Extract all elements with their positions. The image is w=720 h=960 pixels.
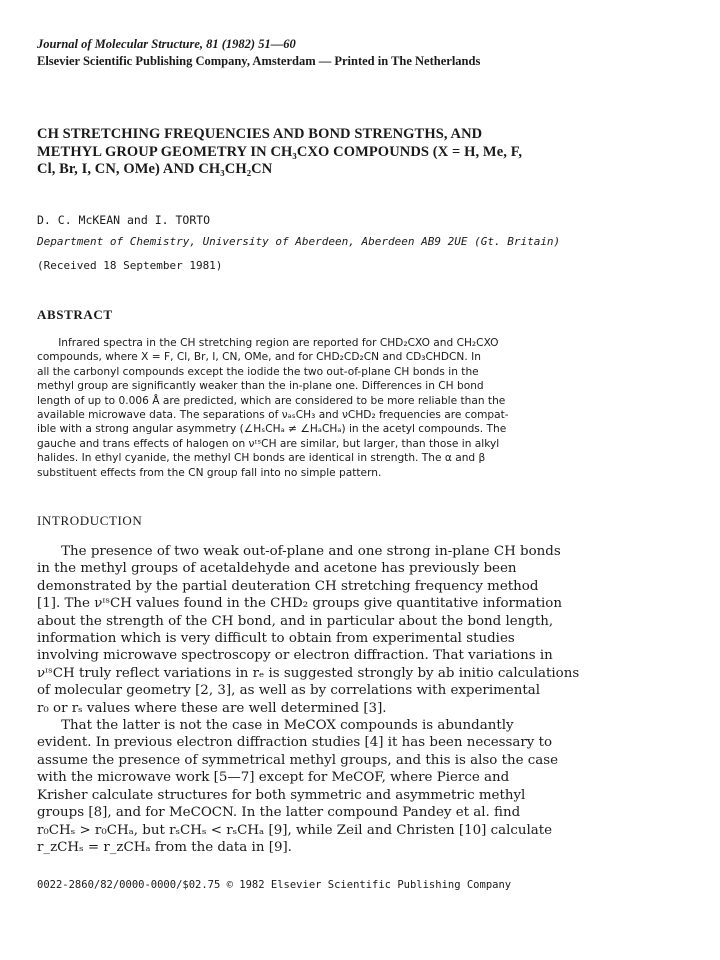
body-line: νᶦˢCH truly reflect variations in rₑ is suggested strongly by ab initio calculations	[37, 665, 580, 681]
body-line: assume the presence of symmetrical methyl groups, and this is also the case	[37, 752, 559, 768]
body-line: with the microwave work [5—7] except for MeCOF, where Pierce and	[37, 770, 510, 786]
received-date: (Received 18 September 1981)	[37, 259, 223, 272]
body-line: information which is very difficult to obtain from experimental studies	[37, 631, 515, 647]
body-line: about the strength of the CH bond, and in particular about the bond length,	[37, 613, 554, 629]
abstract-line: length of up to 0.006 Å are predicted, which are considered to be more reliable than the	[37, 394, 506, 407]
copyright-footer: 0022-2860/82/0000-0000/$02.75 © 1982 Elsevier Scientific Publishing Company	[37, 879, 512, 891]
abstract-line: available microwave data. The separations of νₐₛCH₃ and νCHD₂ frequencies are compat-	[37, 409, 509, 422]
body-line: r_zCHₛ = r_zCHₐ from the data in [9].	[37, 839, 292, 855]
title-line: METHYL GROUP GEOMETRY IN CH₃CXO COMPOUNDS (X = H, Me, F,	[37, 143, 523, 160]
affiliation: Department of Chemistry, University of Aberdeen, Aberdeen AB9 2UE (Gt. Britain)	[37, 235, 561, 248]
body-line: evident. In previous electron diffraction studies [4] it has been necessary to	[37, 735, 553, 751]
body-line: r₀ or rₛ values where these are well determined [3].	[37, 700, 387, 716]
body-line: in the methyl groups of acetaldehyde and acetone has previously been	[37, 561, 517, 577]
body-line: of molecular geometry [2, 3], as well as by correlations with experimental	[37, 683, 540, 699]
abstract-line: compounds, where X = F, Cl, Br, I, CN, OMe, and for CHD₂CD₂CN and CD₃CHDCN. In	[37, 351, 481, 364]
abstract-heading: ABSTRACT	[37, 307, 113, 322]
authors: D. C. McKEAN and I. TORTO	[37, 213, 211, 227]
title-line: CH STRETCHING FREQUENCIES AND BOND STRENGTHS, AND	[37, 126, 483, 142]
introduction-heading: INTRODUCTION	[37, 513, 143, 528]
body-line: demonstrated by the partial deuteration CH stretching frequency method	[37, 578, 539, 594]
abstract-line: methyl group are significantly weaker than the in-plane one. Differences in CH bond	[37, 380, 484, 393]
abstract-line: all the carbonyl compounds except the iodide the two out-of-plane CH bonds in the	[37, 365, 479, 378]
abstract-line: Infrared spectra in the CH stretching region are reported for CHD₂CXO and CH₂CXO	[58, 337, 499, 349]
abstract-line: halides. In ethyl cyanide, the methyl CH bonds are identical in strength. The α and β	[37, 452, 486, 465]
body-line: That the latter is not the case in MeCOX compounds is abundantly	[61, 718, 514, 734]
paper-title	[37, 126, 677, 179]
body-line: [1]. The νᶦˢCH values found in the CHD₂ groups give quantitative information	[37, 596, 562, 612]
publisher-line: Elsevier Scientific Publishing Company, Amsterdam — Printed in The Netherlands	[37, 54, 481, 68]
title-line: Cl, Br, I, CN, OMe) AND CH₃CH₂CN	[37, 161, 273, 177]
body-line: r₀CHₛ > r₀CHₐ, but rₛCHₛ < rₛCHₐ [9], while Zeil and Christen [10] calculate	[37, 822, 553, 838]
body-line: groups [8], and for MeCOCN. In the latter compound Pandey et al. find	[37, 805, 521, 821]
journal-citation: Journal of Molecular Structure, 81 (1982) 51—60	[37, 37, 296, 51]
journal-header	[37, 36, 480, 70]
body-line: Krisher calculate structures for both symmetric and asymmetric methyl	[37, 787, 526, 803]
introduction-text	[37, 543, 687, 856]
abstract-line: ible with a strong angular asymmetry (∠HₛCHₐ ≠ ∠HₐCHₐ) in the acetyl compounds. The	[37, 423, 507, 436]
body-line: involving microwave spectroscopy or electron diffraction. That variations in	[37, 648, 553, 664]
abstract-line: substituent effects from the CN group fall into no simple pattern.	[37, 466, 382, 479]
body-line: The presence of two weak out-of-plane and one strong in-plane CH bonds	[61, 544, 561, 559]
abstract-text	[37, 336, 677, 480]
abstract-line: gauche and trans effects of halogen on νᶦˢCH are similar, but larger, than those in alkyl	[37, 437, 500, 450]
